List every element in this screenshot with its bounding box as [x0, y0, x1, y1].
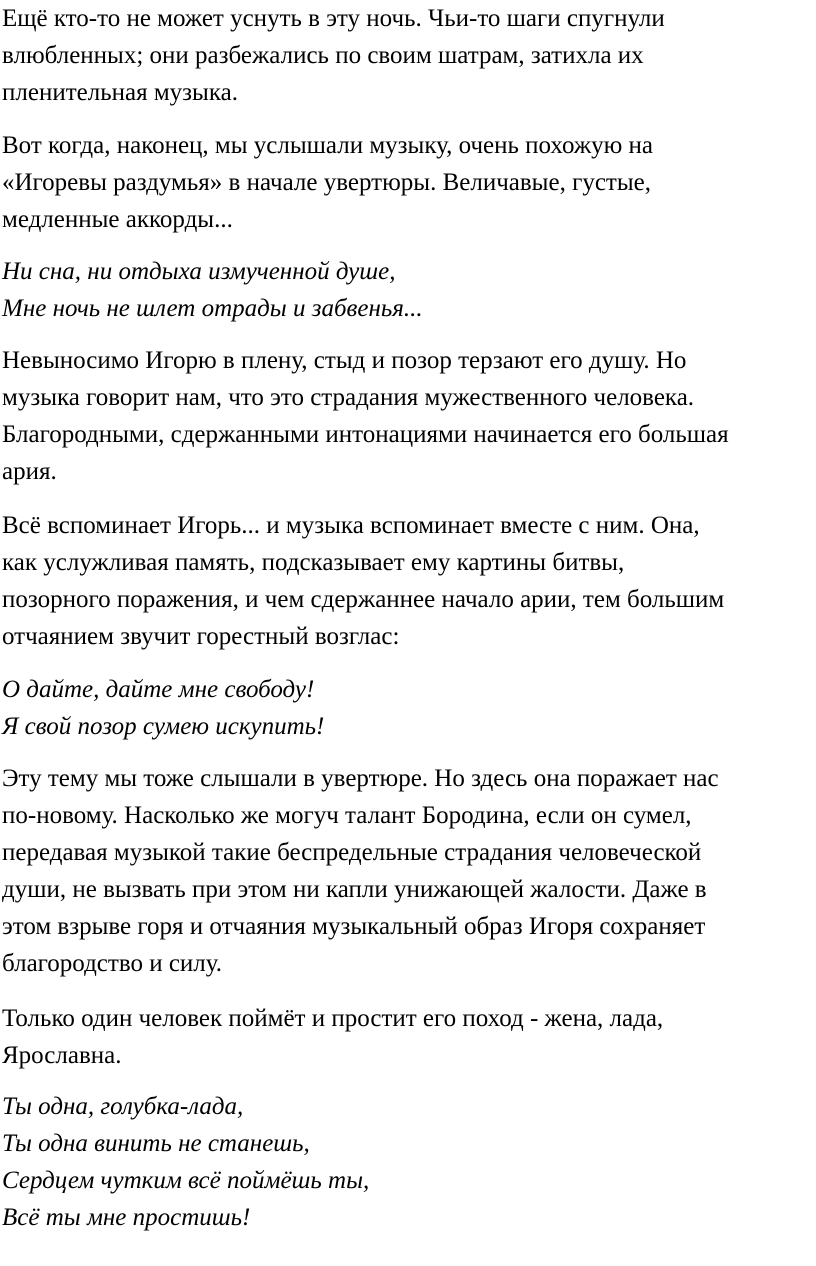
text-line: отчаянием звучит горестный возглас:: [2, 623, 400, 650]
poem-line: Всё ты мне простишь!: [2, 1204, 251, 1231]
paragraph-memory: [2, 507, 724, 655]
poem-quote-3: [2, 1088, 369, 1236]
text-line: Ярославна.: [2, 1042, 122, 1069]
text-line: Вот когда, наконец, мы услышали музыку, очень похожую на: [2, 132, 654, 159]
poem-line: Сердцем чутким всё поймёшь ты,: [2, 1167, 370, 1194]
poem-line: Ты одна, голубка-лада,: [2, 1093, 244, 1120]
paragraph-theme: [2, 760, 719, 982]
text-line: как услужливая память, подсказывает ему картины битвы,: [2, 549, 625, 576]
text-line: Благородными, сдержанными интонациями начинается его большая: [2, 421, 729, 448]
poem-line: О дайте, дайте мне свободу!: [2, 676, 315, 703]
text-line: передавая музыкой такие беспредельные страдания человеческой: [2, 839, 702, 866]
text-line: Всё вспоминает Игорь... и музыка вспоминает вместе с ним. Она,: [2, 512, 700, 539]
poem-quote-2: [2, 671, 324, 745]
paragraph-music: [2, 127, 653, 238]
text-line: музыка говорит нам, что это страдания мужественного человека.: [2, 384, 695, 411]
text-line: влюбленных; они разбежались по своим шатрам, затихла их: [2, 42, 644, 69]
poem-quote-1: [2, 253, 423, 327]
text-line: позорного поражения, и чем сдержаннее начало арии, тем большим: [2, 586, 725, 613]
poem-line: Ты одна винить не станешь,: [2, 1130, 310, 1157]
text-line: ария.: [2, 458, 57, 485]
text-line: пленительная музыка.: [2, 79, 238, 106]
text-line: Невыносимо Игорю в плену, стыд и позор терзают его душу. Но: [2, 347, 687, 374]
text-line: по-новому. Насколько же могуч талант Бородина, если он сумел,: [2, 802, 692, 829]
poem-line: Мне ночь не шлет отрады и забвенья...: [2, 295, 423, 322]
text-line: Эту тему мы тоже слышали в увертюре. Но здесь она поражает нас: [2, 765, 719, 792]
paragraph-captivity: [2, 342, 729, 490]
text-line: Только один человек поймёт и простит его поход - жена, лада,: [2, 1005, 664, 1032]
text-line: благородство и силу.: [2, 950, 223, 977]
text-line: души, не вызвать при этом ни капли унижающей жалости. Даже в: [2, 876, 707, 903]
paragraph-night: [2, 0, 665, 111]
poem-line: Я свой позор сумею искупить!: [2, 713, 325, 740]
paragraph-yaroslavna: [2, 1000, 663, 1074]
poem-line: Ни сна, ни отдыха измученной душе,: [2, 258, 396, 285]
text-line: Ещё кто-то не может уснуть в эту ночь. Чьи-то шаги спугнули: [2, 5, 665, 32]
text-line: «Игоревы раздумья» в начале увертюры. Величавые, густые,: [2, 169, 651, 196]
text-line: медленные аккорды...: [2, 206, 233, 233]
text-line: этом взрыве горя и отчаяния музыкальный образ Игоря сохраняет: [2, 913, 706, 940]
